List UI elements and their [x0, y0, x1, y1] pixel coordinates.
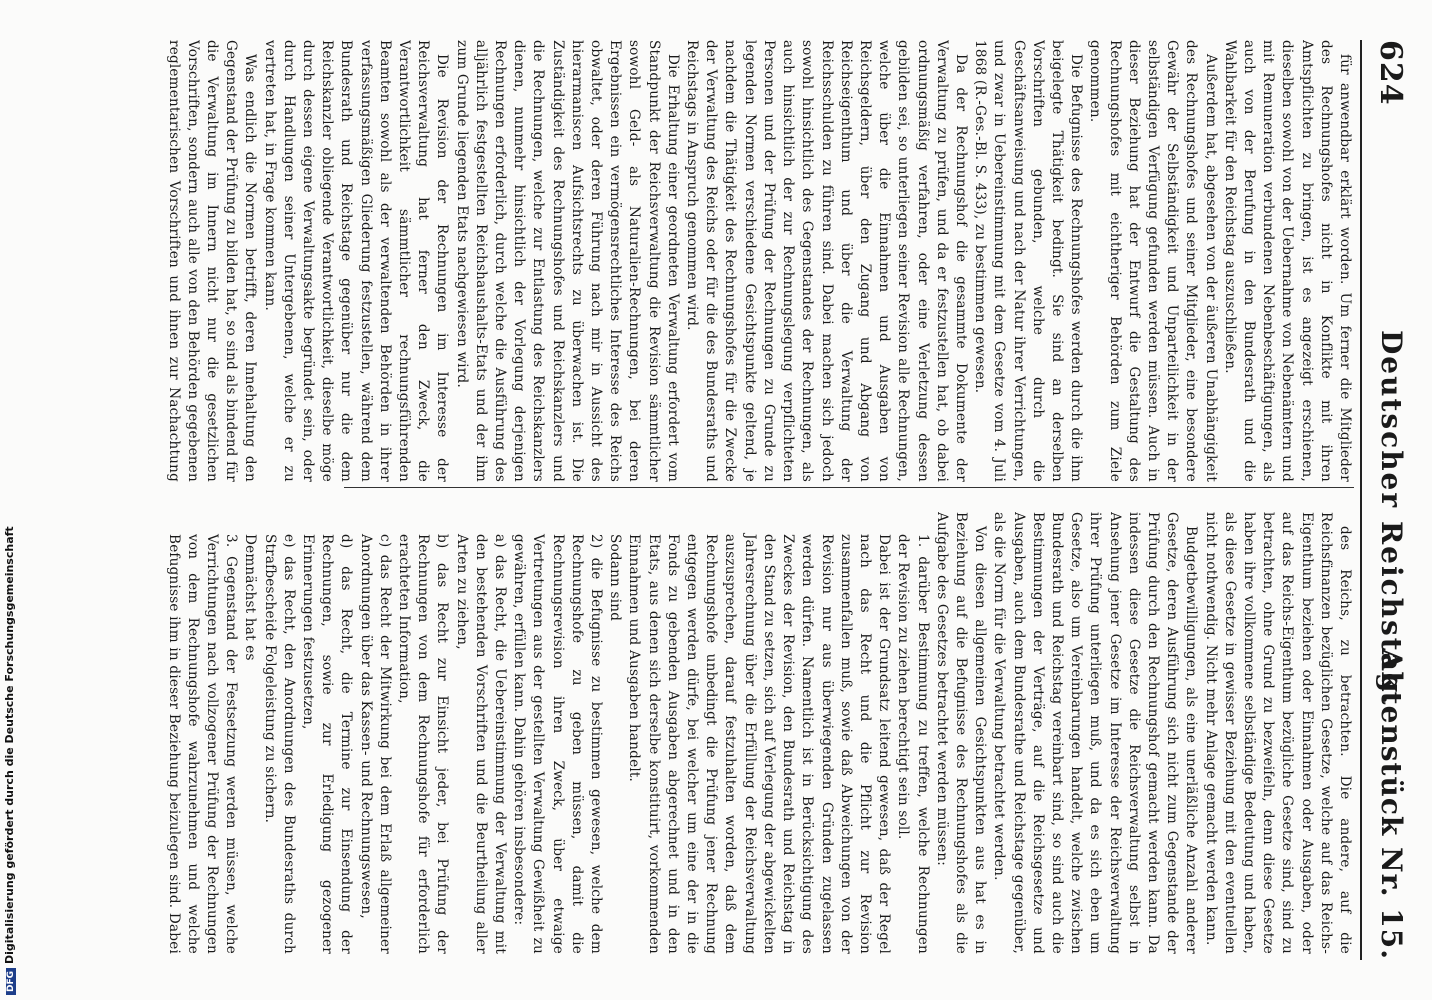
page-title: Deutscher Reichstag. — [1375, 330, 1408, 707]
right-column — [164, 512, 1354, 954]
paragraph: Die Revision der Rechnungen im Interesse der Reichsverwaltung hat ferner den Zweck, die Verantwortlichkeit sämmtlicher rechnungsführenden Beamten sowohl als der verwaltenden Behörden in ihrer verfassungsmäßigen Gliederung festzustellen, während dem Bundesrath und Reichstage gegenüber nur die dem Reichskanzler obliegende Verantwortlichkeit, dieselbe möge durch dessen eigene Verwaltungsakte begründet sein, oder durch Handlungen seiner Untergebenen, welche er zu vertreten hat, in Frage kommen kann. — [261, 40, 451, 482]
credit-strip — [0, 0, 20, 1000]
paragraph: Da der Rechnungshof die gesammte Dokumente der Verwaltung zu prüfen, und da er festzustellen hat, ob dabei ordnungsmäßig verfahren, oder eine Verletzung dessen gebilden sei, so unterliegen seiner Revision alle Rechnungen, welche über die Einnahmen und Ausgaben von Reichsgeldern, über den Zugang und Abgang von Reichseigenthum und über die Verwaltung der Reichsschulden zu führen sind. Dabei machen sich jedoch sowohl hinsichtlich des Gegenstandes der Rechnungen, als auch hinsichtlich der zur Rechnungslegung verpflichteten Personen und der Prüfung der Rechnungen zu Grunde zu legenden Normen verschiedene Gesichtspunkte geltend, je nachdem die Thätigkeit des Rechnungshofes für die Zwecke der Verwaltung des Reichs oder für die des Bundesraths und Reichstags in Anspruch genommen wird. — [684, 40, 969, 482]
paragraph: 1. darüber Bestimmung zu treffen, welche Rechnungen der Revision zu ziehen berechtigt sein soll. — [895, 534, 931, 954]
credit-text: Digitalisierung gefördert durch die Deutsche Forschungsgemeinschaft — [3, 526, 16, 964]
paragraph: e) das Recht, den Anordnungen des Bundesraths durch Strafbescheide Folgeleistung zu sichern. — [261, 534, 297, 954]
paragraph: Budgetbewilligungen, als eine unerläßliche Anzahl anderer Gesetze, deren Ausführung sich nicht zum Gegenstande der Prüfung durch den Rechnungshof gemacht werden kann. Da indessen diese Gesetze die Reichsverwaltung selbst in Ansehung jener Gesetze im Interesse der Reichsverwaltung ihrer Prüfung unterliegen muß, und da es sich eben um Gesetze, also um Vereinbarungen handelt, welche zwischen Bundesrath und Reichstag vereinbart sind, so sind auch die Bestimmungen der Verträge, auf die Reichsgesetze und Ausgaben, auch dem Bundesrathe und Reichstage gegenüber, als die Norm für die Verwaltung betrachtet werden. — [991, 512, 1200, 954]
header-rule — [1360, 40, 1362, 960]
page-header — [1370, 40, 1410, 960]
paragraph: Von diesen allgemeinen Gesichtspunkten aus hat es in Beziehung auf die Befugnisse des Rechnungshofes als die Aufgabe des Gesetzes betrachtet werden müssen: — [933, 512, 989, 954]
dfg-logo: DFG — [6, 968, 16, 995]
left-column — [164, 40, 1354, 482]
column-divider — [344, 487, 1354, 488]
paragraph: Demnächst hat es — [242, 534, 259, 661]
paragraph: 3. Gegenstand der Festsetzung werden müssen, welche Verrichtungen nach vollzogener Prüfung der Rechnungen von dem Rechnungshofe wahrzunehmen und welche Befugnisse ihm in dieser Beziehung beizulegen sind. Dabei — [165, 534, 240, 954]
paragraph: c) das Recht der Mitwirkung bei dem Erlaß allgemeiner Anordnungen über das Kassen- und Rechnungswesen, — [357, 534, 393, 954]
paragraph: Dabei ist der Grundsatz leitend gewesen, daß der Regel nach das Recht und die Pflicht zur Revision zusammenfallen muß, sowie daß Abweichungen von der Revision nur aus überwiegenden Gründen zugelassen werden dürfen. Namentlich ist in Berücksichtigung des Zweckes der Revision, den Bundesrath und Reichstag in den Stand zu setzen, sich auf Verlegung der abgewickelten Jahresrechnung über die Erfüllung der Reichsverwaltung auszusprechen, darauf festzuhalten worden, daß dem Rechnungshofe unbedingt die Prüfung jener Rechnung entgegen werden dürfe, bei welcher um eine der in die Fonds zu gebenden Ausgaben abgerechnet und in den Etats, aus denen sich derselbe konstituirt, vorkommenden Einnahmen und Ausgaben handelt. — [626, 534, 893, 954]
paragraph: des Reichs, zu betrachten. Die andere, auf die Reichsfinanzen bezüglichen Gesetze, welche auf das Reichs-Eigenthum beziehen oder Einnahmen oder Ausgaben, oder auf das Reichs-Eigenthum bezügliche Gesetze sind, sind zu betrachten, ohne Grund zu bezweifeln, denn diese Gesetze haben ihre vollkommene selbständige Bedeutung und haben, als diese Gesetze in gewisser Beziehung mit den eventuellen nicht nothwendig. Nicht mehr Anlage gemacht werden kann. — [1202, 512, 1353, 954]
page-number: 624 — [1373, 40, 1408, 106]
attachment-label: Aktenstück Nr. 15. — [1375, 648, 1408, 960]
paragraph: b) das Recht zur Einsicht jeder, bei Prüfung der Rechnungen von dem Rechnungshofe für erforderlich erachteten Information, — [396, 534, 451, 954]
paragraph: Die Erhaltung einer geordneten Verwaltung erfordert vom Standpunkt der Reichsverwaltung die Revision sämmtlicher sowohl Geld- als Naturalien-Rechnungen, bei deren Ergebnissen ein vermögensrechtliches Interesse des Reichs obwaltet, oder deren Führung nach mir in Aussicht des hierarmaniscen Aufsichtsrechts zu überwachen ist. Die Zuständigkeit des Rechnungshofes und Reichskanzlers und die Rechnungen, welche zur Entlastung des Reichskanzlers dienen, nunmehr hinsichtlich der Vorlegung derjenigen Rechnungen erforderlich, durch welche die Ausführung des alljährlich festgestellten Reichshaushalts-Etats und der ihm zum Grunde liegenden Etats nachgewiesen wird. — [453, 40, 681, 482]
paragraph: 2) die Befugnisse zu bestimmen gewesen, welche dem Rechnungshofe zu geben müssen, damit die Rechnungsrevision ihren Zweck, über etwaige Vertretungen aus der gestellten Verwaltung Gewißheit zu gewähren, erfüllen kann. Dahin gehören insbesondere: — [511, 534, 605, 954]
credit-line — [3, 5, 16, 995]
paragraph: für anwendbar erklärt worden. Um ferner die Mitglieder des Rechnungshofes nicht in Konflikte mit ihren Amtspflichten zu bringen, ist es angezeigt erschienen, dieselben sowohl von der Uebernahme von Nebenämtern und mit Remuneration verbundenen Nebenbeschäftigungen, als auch von der Berufung in den Bundesrath und die Wahlbarkeit für den Reichstag auszuschließen. — [1221, 40, 1353, 482]
paragraph: Außerdem hat, abgesehen von der äußeren Unabhängigkeit des Rechnungshofes und seiner Mitglieder, eine besondere Gewähr der Selbständigkeit und Unparteilichkeit in der selbständigen Verfügung gefunden werden müssen. Auch in dieser Beziehung hat der Entwurf die Gestaltung des Rechnungshofes mit eichtheriger Behörden zum Ziele genommen. — [1087, 40, 1219, 482]
paragraph: d) das Recht, die Termine zur Einsendung der Rechnungen, sowie zur Erledigung gezogener Erinnerungen festzusetzen, — [300, 534, 355, 954]
paragraph: Was endlich die Normen betrifft, deren Innehaltung den Gegenstand der Prüfung zu bilden hat, so sind als bindend für die Verwaltung im Innern nicht nur die gesetzlichen Vorschriften, sondern auch alle von den Behörden gegebenen reglementarischen Vorschriften und ihnen zur Nachachtung — [165, 40, 259, 482]
paragraph: a) das Recht, die Uebereinstimmung der Verwaltung mit den bestehenden Vorschriften und die Beurtheilung aller Arten zu ziehen, — [453, 534, 509, 954]
paragraph: Die Befugnisse des Rechnungshofes werden durch die ihm beigelegte Thätigkeit bedingt. Sie sind an derselben Vorschriften gebunden, welche durch die Geschäftsanweisung und nach der Natur ihrer Verrichtungen, und zwar in Uebereinstimmung mit dem Gesetze vom 4. Juli 1868 (R.-Ges.-Bl. S. 433), zu bestimmen gewesen. — [972, 40, 1085, 482]
paragraph: Sodann sind — [607, 534, 624, 622]
